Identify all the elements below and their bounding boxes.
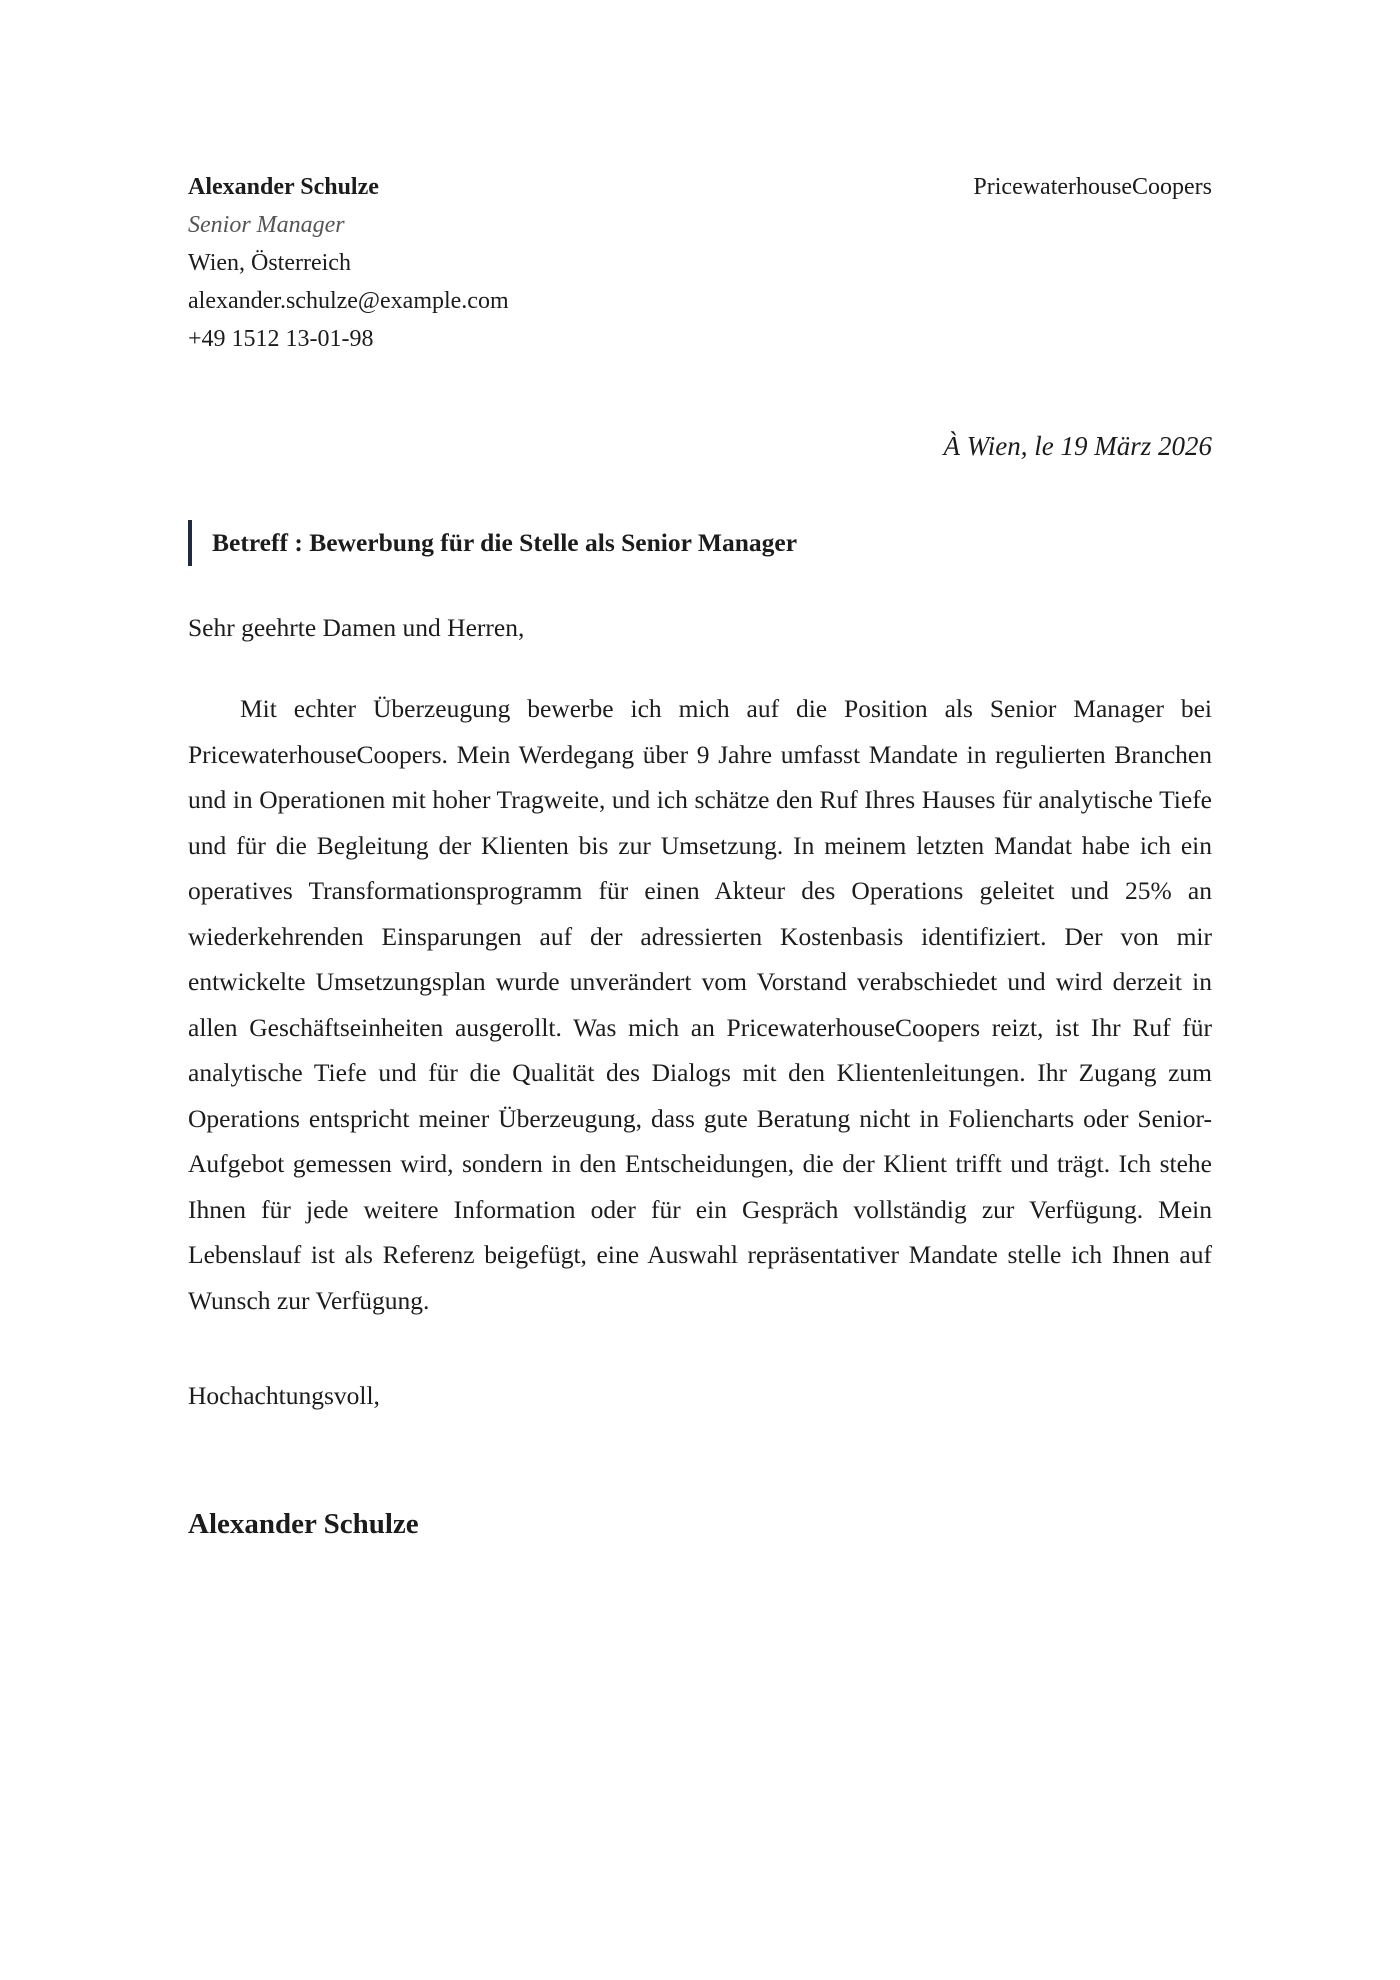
sender-block xyxy=(188,168,509,358)
sender-phone: +49 1512 13-01-98 xyxy=(188,326,374,352)
sender-location: Wien, Österreich xyxy=(188,250,351,276)
subject-line: Betreff : Bewerbung für die Stelle als Senior Manager xyxy=(188,520,1212,566)
recipient-block xyxy=(973,168,1212,206)
sender-name: Alexander Schulze xyxy=(188,174,379,200)
signature-name: Alexander Schulze xyxy=(188,1508,419,1540)
date-line: À Wien, le 19 März 2026 xyxy=(943,431,1212,461)
sender-title: Senior Manager xyxy=(188,212,345,238)
closing: Hochachtungsvoll, xyxy=(188,1381,380,1410)
letter-body: Mit echter Überzeugung bewerbe ich mich auf die Position als Senior Manager bei PricewaterhouseCoopers. Mein Werdegang über 9 Jahre umfasst Mandate in regulierten Branchen und in Operationen mit hoher Tragweite, und ich schätze den Ruf Ihres Hauses für analytische Tiefe und für die Begleitung der Klienten bis zur Umsetzung. In meinem letzten Mandat habe ich ein operatives Transformationsprogramm für einen Akteur des Operations geleitet und 25% an wiederkehrenden Einsparungen auf der adressierten Kostenbasis identifiziert. Der von mir entwickelte Umsetzungsplan wurde unverändert vom Vorstand verabschiedet und wird derzeit in allen Geschäftseinheiten ausgerollt. Was mich an PricewaterhouseCoopers reizt, ist Ihr Ruf für analytische Tiefe und für die Qualität des Dialogs mit den Klientenleitungen. Ihr Zugang zum Operations entspricht meiner Überzeugung, dass gute Beratung nicht in Foliencharts oder Senior-Aufgebot gemessen wird, sondern in den Entscheidungen, die der Klient trifft und trägt. Ich stehe Ihnen für jede weitere Information oder für ein Gespräch vollständig zur Verfügung. Mein Lebenslauf ist als Referenz beigefügt, eine Auswahl repräsentativer Mandate stelle ich Ihnen auf Wunsch zur Verfügung. xyxy=(188,694,1212,1315)
letter-header xyxy=(188,168,1212,358)
sender-email: alexander.schulze@example.com xyxy=(188,288,509,314)
salutation: Sehr geehrte Damen und Herren, xyxy=(188,613,525,642)
recipient-company: PricewaterhouseCoopers xyxy=(973,174,1212,200)
